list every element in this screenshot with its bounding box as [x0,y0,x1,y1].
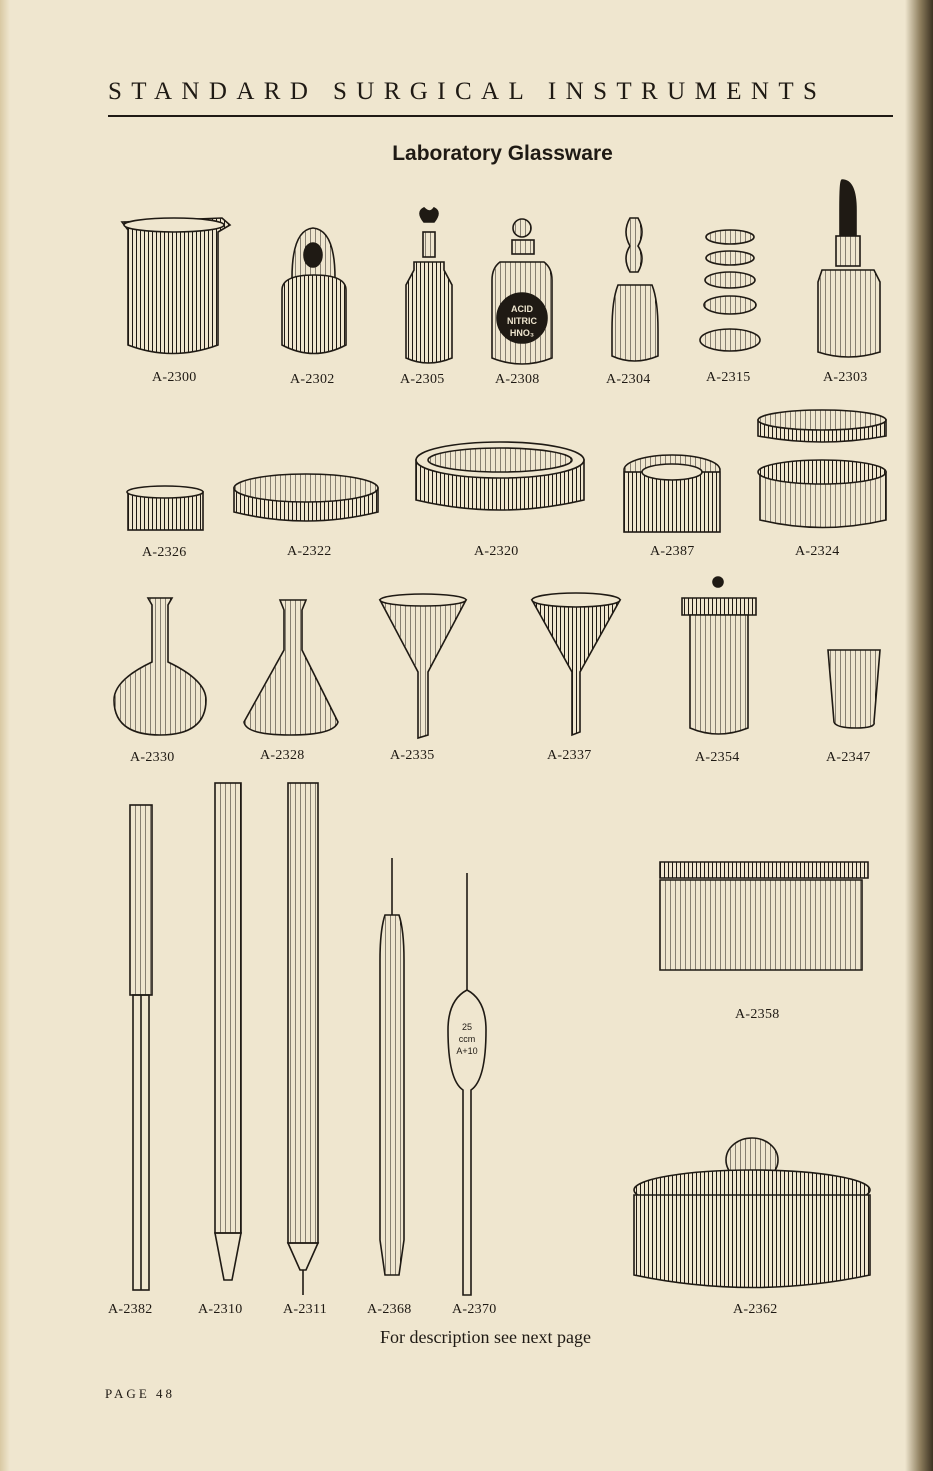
graduate-a2347 [828,650,880,728]
item-label-a2358: A-2358 [735,1007,780,1022]
item-label-a2335: A-2335 [390,748,435,763]
alcohol-lamp-a2302 [282,228,346,354]
item-label-a2303: A-2303 [823,370,868,385]
staining-dish-a2358 [660,862,868,970]
pipette-label-line-3: A+10 [456,1046,478,1056]
crystallizing-dish-a2320 [416,442,584,510]
funnel-a2335 [380,594,466,738]
bottle-label-line-3: HNO₃ [509,328,535,338]
watch-glasses-a2315 [700,230,760,351]
dropper-bottle-a2303 [818,180,880,357]
item-label-a2324: A-2324 [795,544,840,559]
item-label-a2362: A-2362 [733,1302,778,1317]
item-label-a2302: A-2302 [290,372,335,387]
item-label-a2315: A-2315 [706,370,751,385]
beaker-a2300 [122,218,230,354]
item-label-a2311: A-2311 [283,1302,328,1317]
item-label-a2300: A-2300 [152,370,197,385]
pipette-label-line-2: ccm [458,1034,476,1044]
item-label-a2370: A-2370 [452,1302,497,1317]
bottle-label-line-2: NITRIC [507,316,537,326]
burette-a2382 [130,805,152,1290]
petri-dish-a2322 [234,474,378,521]
item-label-a2304: A-2304 [606,372,651,387]
reagent-bottle-a2308 [492,219,552,364]
item-label-a2347: A-2347 [826,750,871,765]
item-label-a2322: A-2322 [287,544,332,559]
bottle-with-stopper-a2304 [612,218,658,361]
pipette-a2370 [448,873,486,1295]
specimen-jar-a2354 [682,577,756,734]
item-label-a2328: A-2328 [260,748,305,763]
burette-a2311 [288,783,318,1295]
page-header: STANDARD SURGICAL INSTRUMENTS [108,78,827,105]
covered-jar-a2362 [634,1138,870,1288]
bottle-label-line-1: ACID [511,304,533,314]
item-label-a2310: A-2310 [198,1302,243,1317]
stacking-dishes-a2387 [624,455,720,532]
ribbed-funnel-a2337 [532,593,620,735]
item-label-a2354: A-2354 [695,750,740,765]
item-label-a2387: A-2387 [650,544,695,559]
burette-a2310 [215,783,241,1280]
covered-dish-a2324 [758,410,886,528]
pipette-a2368 [380,858,404,1275]
dish-a2326 [127,486,203,530]
dropping-bottle-a2305 [406,208,452,363]
flask-a2330 [114,598,206,735]
footer-note: For description see next page [380,1327,591,1347]
item-label-a2320: A-2320 [474,544,519,559]
item-label-a2382: A-2382 [108,1302,153,1317]
item-label-a2305: A-2305 [400,372,445,387]
erlenmeyer-flask-a2328 [244,600,338,735]
item-label-a2337: A-2337 [547,748,592,763]
item-label-a2326: A-2326 [142,545,187,560]
item-label-a2308: A-2308 [495,372,540,387]
item-label-a2368: A-2368 [367,1302,412,1317]
page-title: Laboratory Glassware [392,142,613,165]
pipette-label-line-1: 25 [461,1022,473,1032]
item-label-a2330: A-2330 [130,750,175,765]
page-number: PAGE 48 [105,1386,176,1401]
